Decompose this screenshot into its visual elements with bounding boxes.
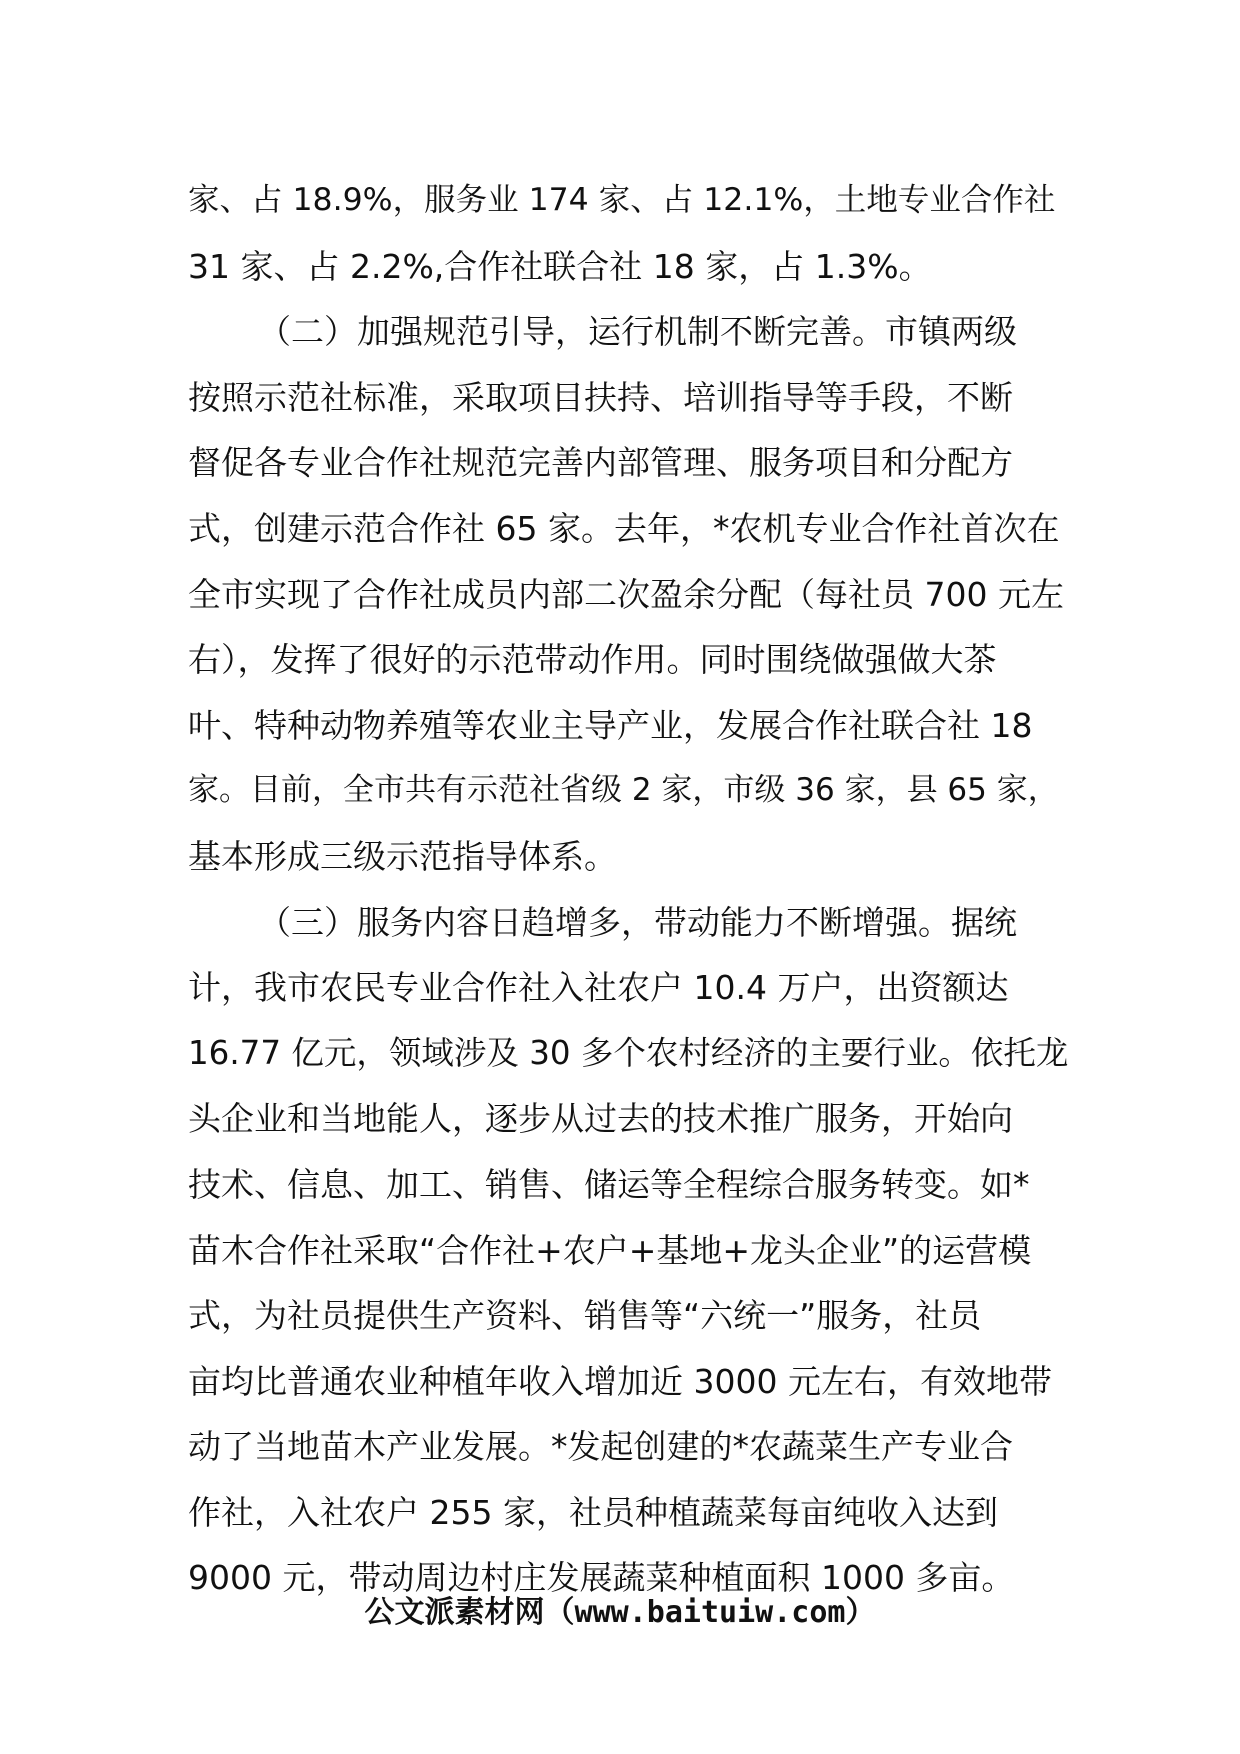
footer-url: （www.baituiw.com） bbox=[544, 1595, 876, 1630]
text-line: 技术、信息、加工、销售、储运等全程综合服务转变。如* bbox=[188, 1164, 1030, 1204]
document-body bbox=[188, 168, 1069, 1611]
text-line: 计，我市农民专业合作社入社农户 10.4 万户，出资额达 bbox=[188, 968, 1009, 1008]
text-line: 基本形成三级示范指导体系。 bbox=[188, 836, 617, 876]
text-line: 叶、特种动物养殖等农业主导产业，发展合作社联合社 18 bbox=[188, 705, 1033, 745]
text-line: 按照示范社标准，采取项目扶持、培训指导等手段，不断 bbox=[188, 377, 1013, 417]
footer-site-name: 公文派素材网 bbox=[364, 1595, 545, 1630]
text-line: 家。目前，全市共有示范社省级 2 家，市级 36 家，县 65 家， bbox=[188, 772, 1059, 809]
text-line: 全市实现了合作社成员内部二次盈余分配（每社员 700 元左 bbox=[188, 574, 1064, 614]
footer-watermark bbox=[0, 1588, 1240, 1638]
text-line: 式，为社员提供生产资料、销售等“六统一”服务，社员 bbox=[188, 1296, 982, 1336]
text-line: 16.77 亿元，领域涉及 30 多个农村经济的主要行业。依托龙 bbox=[188, 1033, 1069, 1072]
text-line: 督促各专业合作社规范完善内部管理、服务项目和分配方 bbox=[188, 443, 1013, 483]
text-line: 苗木合作社采取“合作社+农户+基地+龙头企业”的运营模 bbox=[188, 1230, 1032, 1270]
text-line: 式，创建示范合作社 65 家。去年，*农机专业合作社首次在 bbox=[188, 508, 1060, 548]
text-line: 31 家、占 2.2%,合作社联合社 18 家，占 1.3%。 bbox=[188, 246, 932, 286]
text-line: （二）加强规范引导，运行机制不断完善。市镇两级 bbox=[258, 312, 1017, 352]
text-line: 9000 元，带动周边村庄发展蔬菜种植面积 1000 多亩。 bbox=[188, 1558, 1015, 1598]
text-line: 动了当地苗木产业发展。*发起创建的*农蔬菜生产专业合 bbox=[188, 1427, 1013, 1467]
text-line: 家、占 18.9%，服务业 174 家、占 12.1%，土地专业合作社 bbox=[188, 182, 1056, 218]
text-line: 亩均比普通农业种植年收入增加近 3000 元左右，有效地带 bbox=[188, 1361, 1052, 1401]
text-line: 头企业和当地能人，逐步从过去的技术推广服务，开始向 bbox=[188, 1099, 1013, 1139]
text-line: （三）服务内容日趋增多，带动能力不断增强。据统 bbox=[258, 902, 1017, 942]
text-line: 作社，入社农户 255 家，社员种植蔬菜每亩纯收入达到 bbox=[188, 1492, 998, 1532]
text-line: 右），发挥了很好的示范带动作用。同时围绕做强做大茶 bbox=[188, 640, 997, 680]
